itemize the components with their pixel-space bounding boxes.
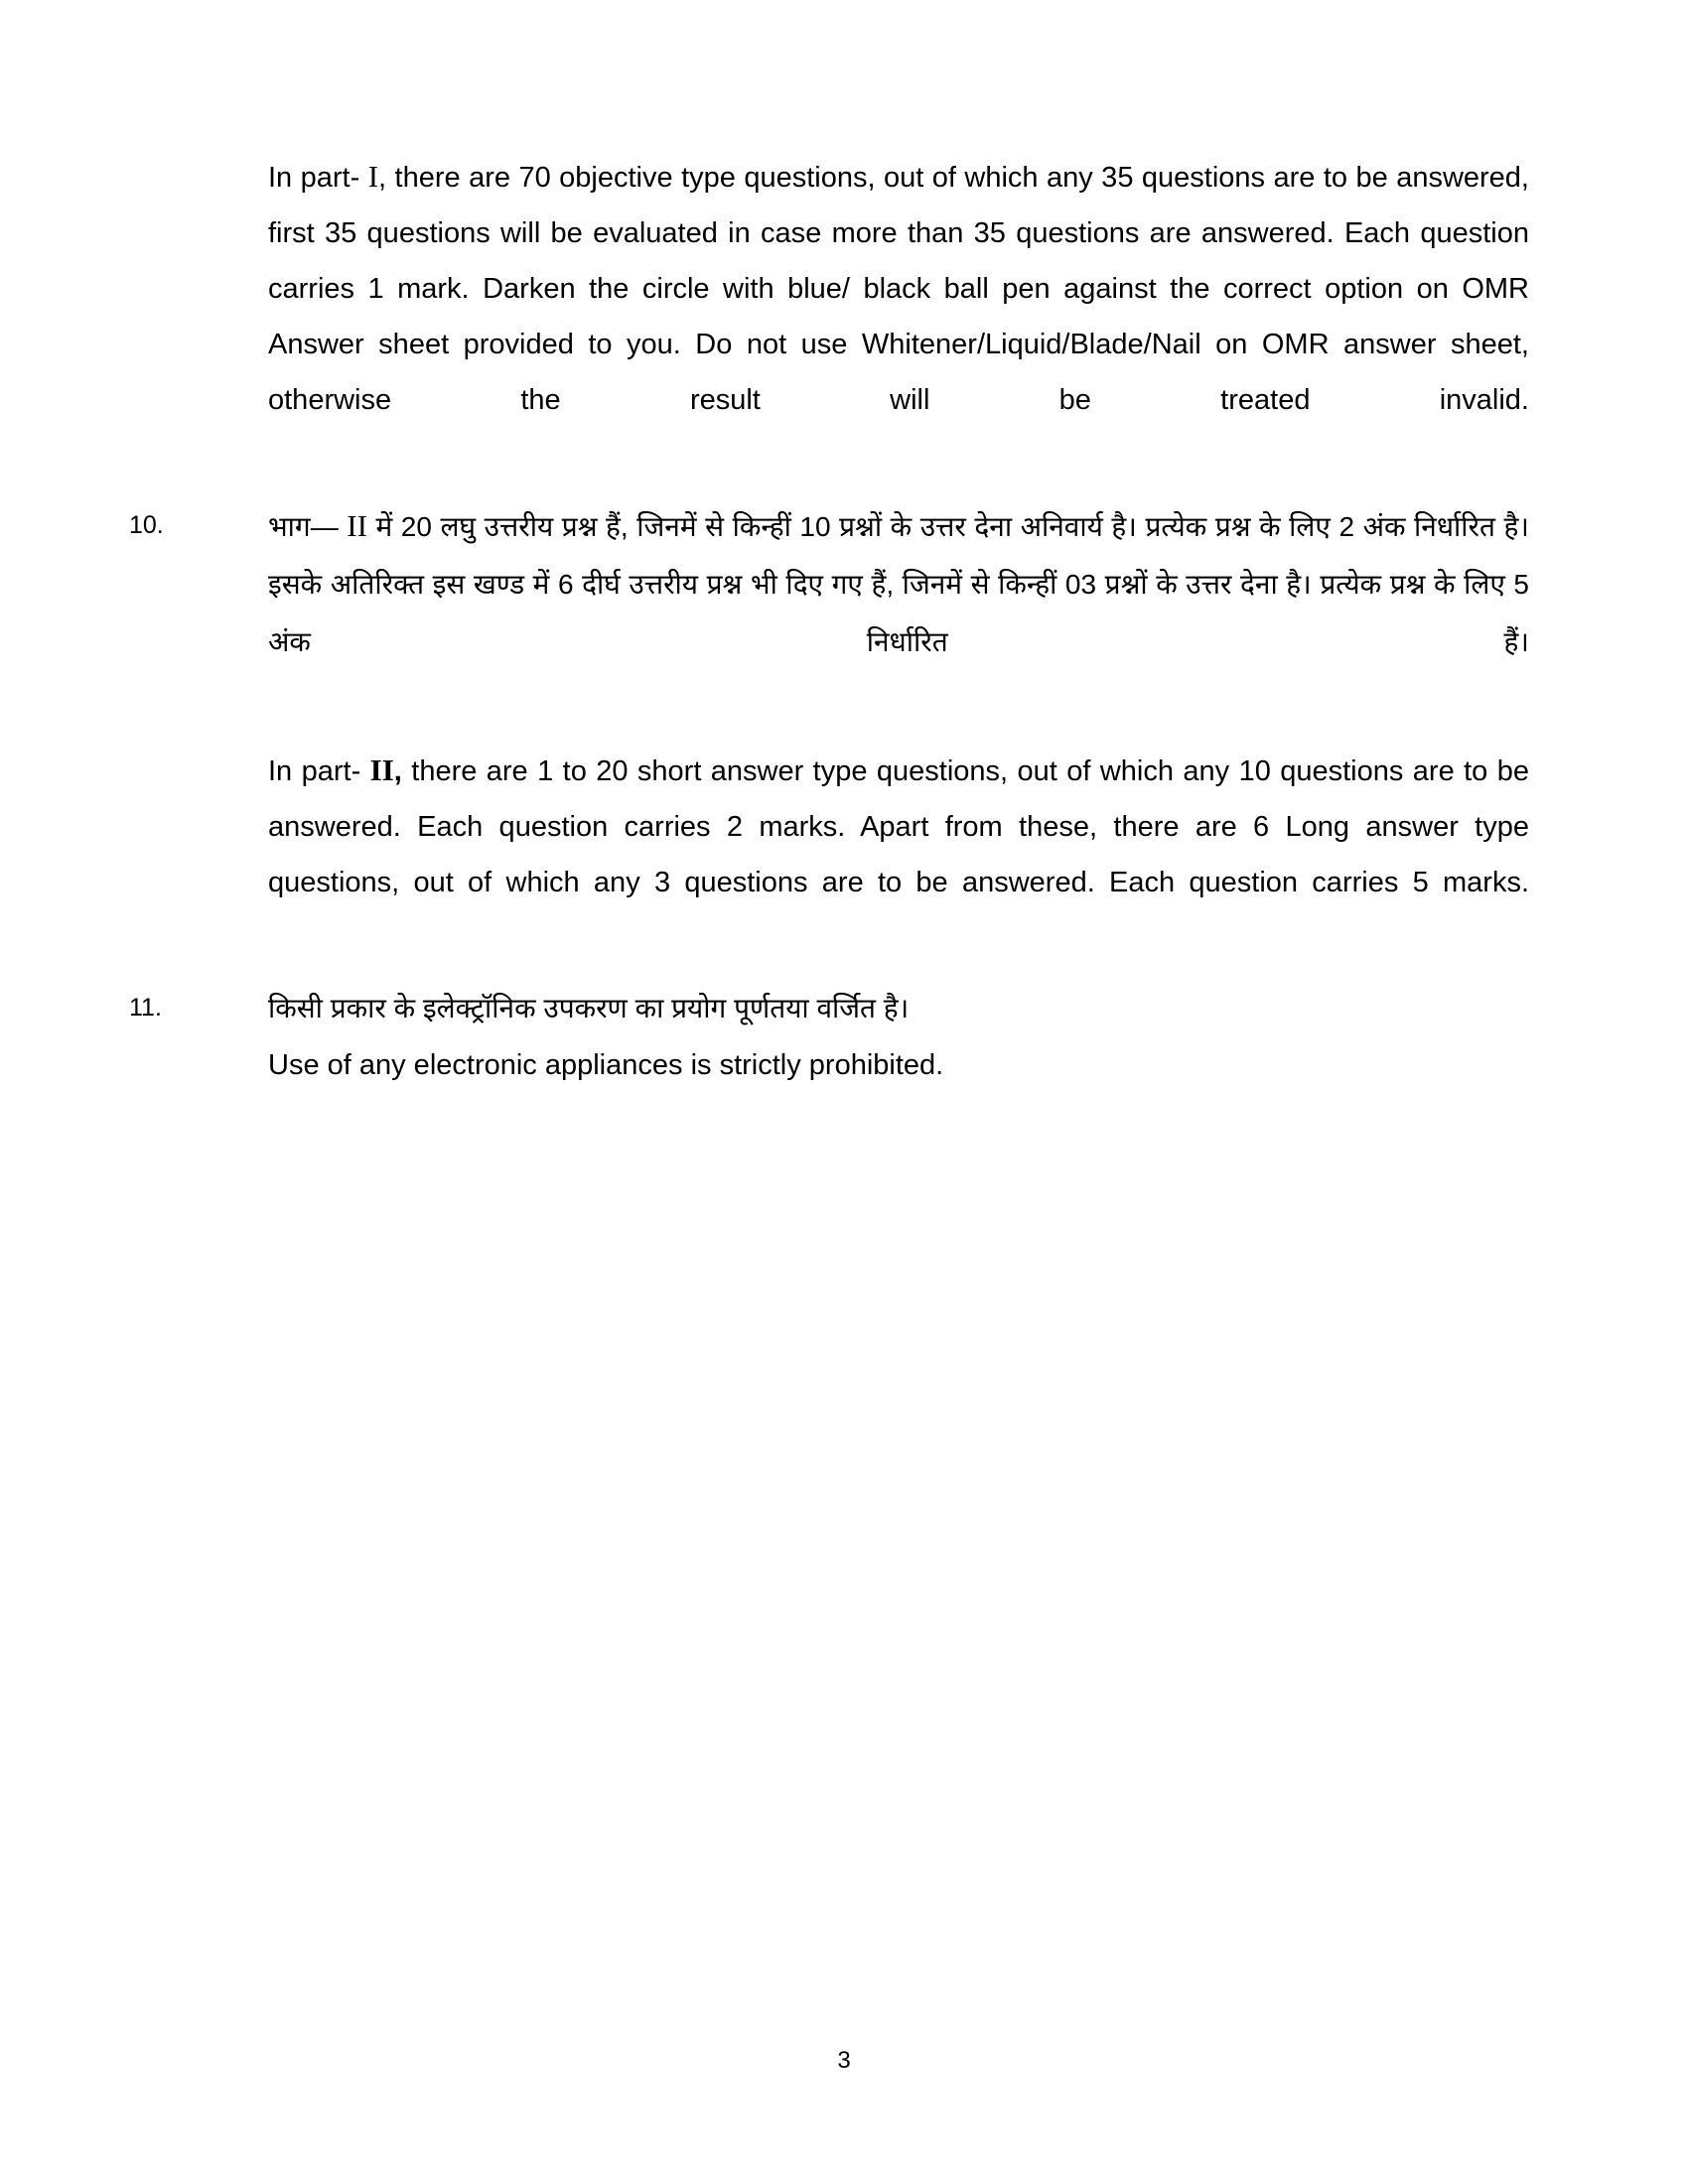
instruction-text-english-part-1: In part- I, there are 70 objective type questions, out of which any 35 questions are to be answered, first 35 questions will be evaluated in case more than 35 questions are answered. Each question carries 1 mark. Darken the circle with blue/ black ball pen against the correct option on OMR Answer sheet provided to you. Do not use Whitener/Liquid/Blade/Nail on OMR answer sheet, otherwise the result will be treated invalid. bbox=[268, 159, 1529, 416]
instruction-text-english-part-2: In part- II, there are 1 to 20 short answer type questions, out of which any 10 questions are to be answered. Each question carries 2 marks. Apart from these, there are 6 Long answer type questions, out of which any 3 questions are to be answered. Each question carries 5 marks. bbox=[268, 752, 1529, 898]
instruction-text-hindi-electronics: किसी प्रकार के इलेक्ट्रॉनिक उपकरण का प्रयोग पूर्णतया वर्जित है। bbox=[268, 993, 910, 1024]
instruction-text-hindi-part-2: भाग— II में 20 लघु उत्तरीय प्रश्न हैं, जिनमें से किन्हीं 10 प्रश्नों के उत्तर देना अनिवार्य है। प्रत्येक प्रश्न के लिए 2 अंक निर्धारित है। इसके अतिरिक्त इस खण्ड में 6 दीर्घ उत्तरीय प्रश्न भी दिए गए हैं, जिनमें से किन्हीं 03 प्रश्नों के उत्तर देना है। प्रत्येक प्रश्न के लिए 5 अंक निर्धारित हैं। bbox=[268, 508, 1529, 657]
instruction-text-english-electronics: Use of any electronic appliances is strictly prohibited. bbox=[268, 1049, 944, 1081]
instruction-block-10-english bbox=[268, 743, 1529, 966]
spacer bbox=[268, 729, 1529, 743]
document-body bbox=[129, 149, 1529, 1093]
item-number-10: 10. bbox=[129, 511, 164, 539]
instruction-block-11-english bbox=[268, 1037, 1529, 1093]
instruction-block-11-hindi bbox=[129, 980, 1529, 1037]
instruction-block-10-hindi bbox=[129, 497, 1529, 729]
page-number: 3 bbox=[837, 2047, 851, 2074]
item-number-11: 11. bbox=[129, 994, 162, 1022]
instruction-block-9-english bbox=[268, 149, 1529, 483]
spacer bbox=[268, 966, 1529, 980]
spacer bbox=[268, 483, 1529, 497]
